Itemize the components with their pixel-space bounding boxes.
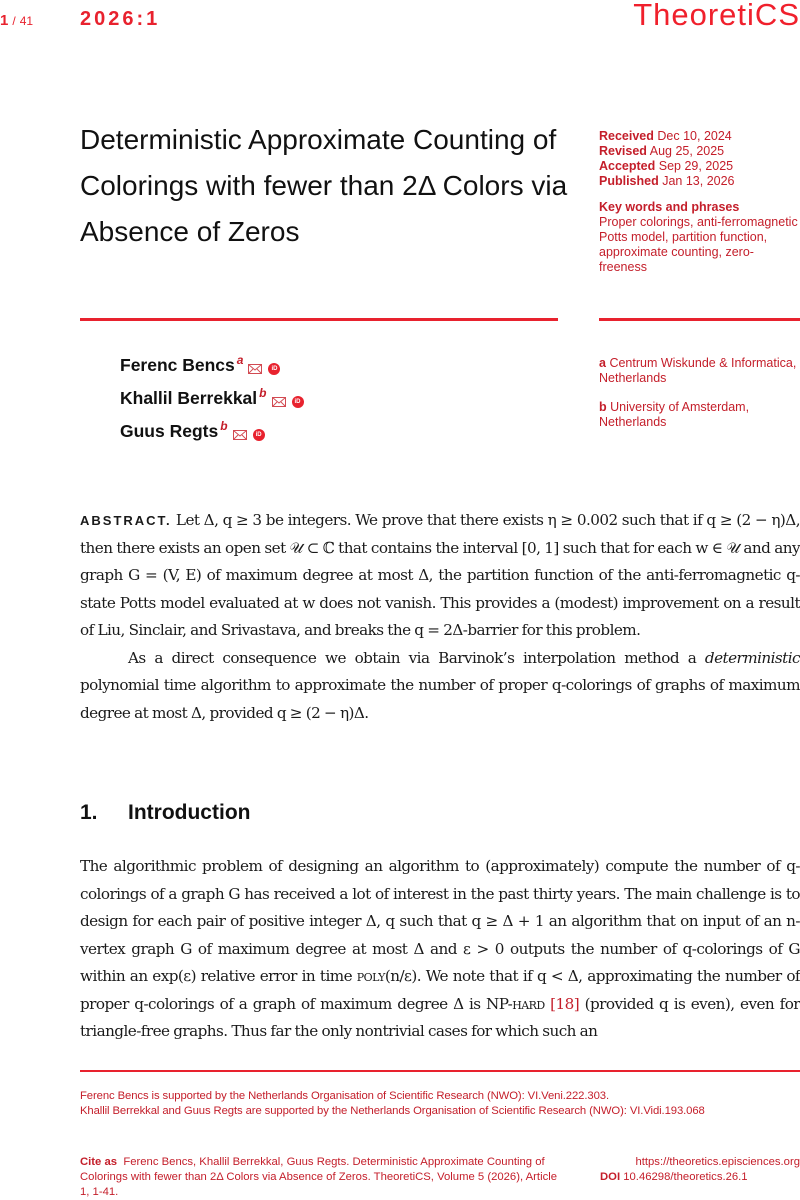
- introduction-text: [80, 853, 800, 1046]
- reference-link[interactable]: [18]: [550, 994, 580, 1013]
- email-icon[interactable]: [248, 364, 262, 374]
- date-received: Received Dec 10, 2024: [599, 129, 732, 143]
- author-list: [120, 355, 304, 454]
- current-page: 1: [0, 12, 9, 29]
- abstract-label: ABSTRACT.: [80, 513, 172, 528]
- abstract-paragraph: As a direct consequence we obtain via Barvinok’s interpolation method a deterministic polynomial time algorithm to approximate the number of proper q-colorings of graphs of maximum degree at most Δ, provided q ≥ (2 − η)Δ.: [80, 648, 800, 722]
- affiliation: b University of Amsterdam, Netherlands: [599, 400, 750, 429]
- funding-line: Khallil Berrekkal and Guus Regts are supported by the Netherlands Organisation of Scientific Research (NWO): VI.Vidi.193.068: [80, 1105, 705, 1117]
- cite-text: Ferenc Bencs, Khallil Berrekkal, Guus Regts. Deterministic Approximate Counting of Colorings with fewer than 2Δ Colors via Absence of Zeros. TheoretiCS, Volume 5 (2026), Article 1, 1-41.: [80, 1156, 558, 1198]
- author-name: Khallil Berrekkal: [120, 388, 258, 408]
- section-title: Introduction: [128, 801, 251, 824]
- doi[interactable]: DOI 10.46298/theoretics.26.1: [600, 1171, 748, 1183]
- section-number: 1.: [80, 801, 98, 824]
- journal-url[interactable]: https://theoretics.episciences.org: [635, 1156, 800, 1168]
- author: [120, 355, 304, 388]
- footer-divider: [80, 1070, 800, 1072]
- orcid-icon[interactable]: iD: [268, 363, 280, 375]
- abstract-paragraph: ABSTRACT. Let Δ, q ≥ 3 be integers. We prove that there exists η ≥ 0.002 such that if q ≥ (2 − η)Δ, then there exists an open set 𝒰 ⊂ ℂ that contains the interval [0, 1] such that for each w ∈ 𝒰 and any graph G = (V, E) of maximum degree at most Δ, the partition function of the anti-ferromagnetic q-state Potts model evaluated at w does not vanish. This provides a (modest) improvement on a result of Liu, Sinclair, and Srivastava, and breaks the q = 2Δ-barrier for this problem.: [80, 511, 800, 639]
- intro-paragraph: The algorithmic problem of designing an algorithm to (approximately) compute the number of q-colorings of a graph G has received a lot of interest in the past thirty years. The main challenge is to design for each pair of positive integer Δ, q such that q ≥ Δ + 1 an algorithm that on input of an n-vertex graph G of maximum degree at most Δ and ε > 0 outputs the number of q-colorings of G within an exp(ε) relative error in time poly(n/ε). We note that if q < Δ, approximating the number of proper q-colorings of a graph of maximum degree Δ is NP-hard [18] (provided q is even), even for triangle-free graphs. Thus far the only nontrivial cases for which such an: [80, 857, 800, 1040]
- journal-logo[interactable]: TheoretiCS: [633, 0, 800, 32]
- page-separator: /: [12, 14, 16, 28]
- keywords-label: Key words and phrases: [599, 200, 740, 214]
- funding-notes: [80, 1089, 800, 1119]
- affiliation: a Centrum Wiskunde & Informatica, Netherlands: [599, 356, 797, 385]
- issue-number: 2026:1: [80, 8, 161, 30]
- citation: [80, 1155, 560, 1200]
- orcid-icon[interactable]: iD: [292, 396, 304, 408]
- article-links: [600, 1155, 800, 1185]
- email-icon[interactable]: [233, 430, 247, 440]
- author: [120, 421, 304, 454]
- affiliation-marker: a: [236, 353, 244, 367]
- date-accepted: Accepted Sep 29, 2025: [599, 159, 734, 173]
- section-heading: [80, 801, 250, 825]
- meta-divider: [599, 318, 800, 321]
- paper-title: Deterministic Approximate Counting of Colorings with fewer than 2Δ Colors via Absence of Zeros: [80, 124, 568, 247]
- cite-label: Cite as: [80, 1156, 118, 1168]
- abstract: [80, 507, 800, 727]
- keywords: [599, 200, 800, 275]
- affiliation-marker: b: [259, 386, 267, 400]
- date-published: Published Jan 13, 2026: [599, 174, 735, 188]
- funding-line: Ferenc Bencs is supported by the Netherlands Organisation of Scientific Research (NWO): VI.Veni.222.303.: [80, 1090, 609, 1102]
- orcid-icon[interactable]: iD: [253, 429, 265, 441]
- total-pages: 41: [19, 14, 34, 28]
- affiliation-marker: b: [220, 419, 228, 433]
- keywords-text: Proper colorings, anti-ferromagnetic Potts model, partition function, approximate counting, zero-freeness: [599, 215, 798, 274]
- author-name: Ferenc Bencs: [120, 355, 235, 375]
- email-icon[interactable]: [272, 397, 286, 407]
- author: [120, 388, 304, 421]
- date-revised: Revised Aug 25, 2025: [599, 144, 725, 158]
- page-indicator: [0, 12, 33, 30]
- author-name: Guus Regts: [120, 421, 219, 441]
- title-divider: [80, 318, 558, 321]
- affiliation-list: [599, 356, 800, 430]
- publication-metadata: [599, 129, 800, 275]
